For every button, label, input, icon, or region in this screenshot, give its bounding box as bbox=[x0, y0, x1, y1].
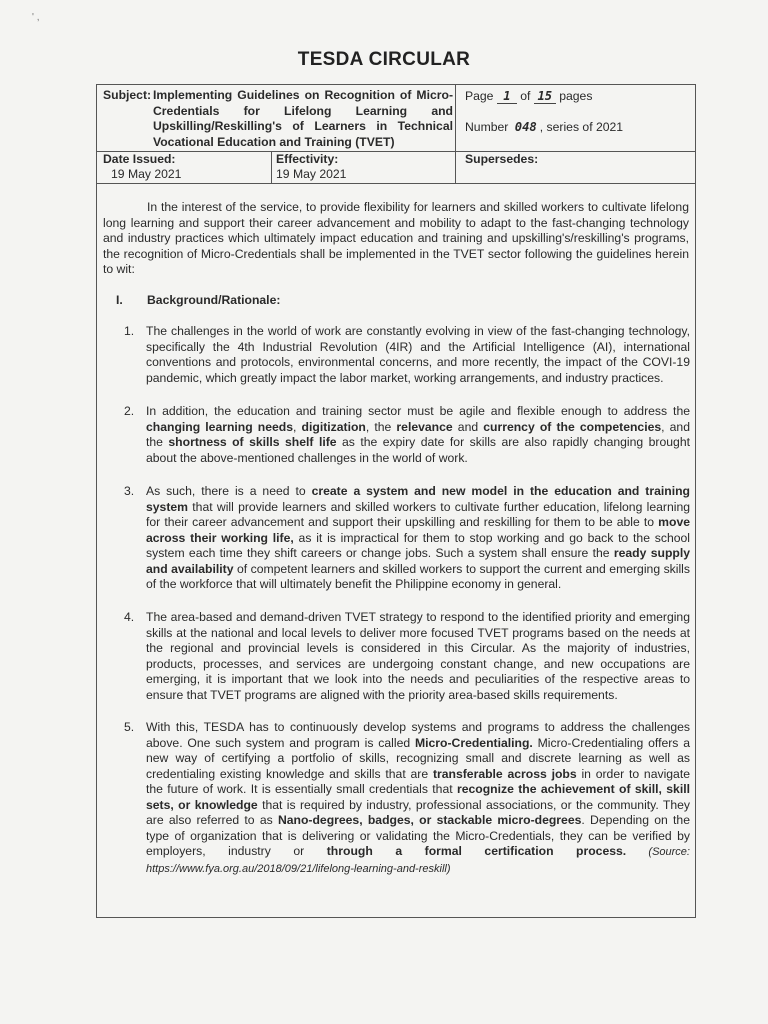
list-item bbox=[124, 404, 690, 466]
circular-number bbox=[465, 120, 623, 134]
section-number: I. bbox=[116, 293, 123, 307]
number-value: 048 bbox=[514, 120, 537, 134]
supersedes-label: Supersedes: bbox=[465, 152, 539, 166]
item-text: In addition, the education and training sector must be agile and flexible enough to address the changing learning needs, digitization, the relevance and currency of the competencies, and the shortness of skills shelf life as the expiry date for skills are also rapidly changing brought about the above-mentioned challenges in the world of work. bbox=[146, 404, 690, 465]
item-number: 2. bbox=[124, 404, 135, 418]
page-total: 15 bbox=[534, 89, 556, 104]
list-item bbox=[124, 484, 690, 593]
item-number: 3. bbox=[124, 484, 135, 498]
number-label: Number bbox=[465, 120, 509, 134]
number-suffix: , series of 2021 bbox=[539, 120, 624, 134]
page-info bbox=[465, 89, 592, 104]
section-heading bbox=[116, 293, 280, 307]
header-divider bbox=[455, 84, 456, 184]
header-row-divider bbox=[96, 151, 696, 152]
subject-text: Implementing Guidelines on Recognition of Micro-Credentials for Lifelong Learning and Upskilling/Reskilling's of Learners in Technical Vocational Education and Training (TVET) bbox=[153, 88, 453, 149]
list-item bbox=[124, 610, 690, 703]
page-number: 1 bbox=[497, 89, 517, 104]
list-item bbox=[124, 324, 690, 386]
date-issued-value: 19 May 2021 bbox=[111, 167, 182, 181]
corner-mark: ' , bbox=[32, 12, 40, 23]
item-number: 5. bbox=[124, 720, 135, 734]
date-issued-label: Date Issued: bbox=[103, 152, 176, 166]
page-suffix: pages bbox=[559, 89, 593, 103]
intro-text: In the interest of the service, to provide flexibility for learners and skilled workers to cultivate lifelong long learning and support their career advancement and mobility to adapt to the fast-changing technology and industry practices which ultimately impact education and training and upskilling's/reskilling's programs, the recognition of Micro-Credentials shall be implemented in the TVET sector following the guidelines herein to wit: bbox=[103, 200, 689, 276]
item-number: 4. bbox=[124, 610, 135, 624]
page-label: Page bbox=[465, 89, 494, 103]
subject-cell bbox=[103, 88, 453, 150]
subject-label: Subject: bbox=[103, 88, 152, 102]
effectivity-label: Effectivity: bbox=[276, 152, 339, 166]
date-divider bbox=[271, 151, 272, 184]
page-of: of bbox=[520, 89, 531, 103]
item-text: The area-based and demand-driven TVET strategy to respond to the identified priority and emerging skills at the national and local levels to deliver more focused TVET programs based on the needs at the regional and provincial levels is considered in this Circular. As the majority of industries, products, processes, and services are undergoing constant change, and new occupations are emerging, it is important that we look into the needs and peculiarities of the respective areas to ensure that TVET programs are aligned with the priority area-based skills requirements. bbox=[146, 610, 690, 702]
item-number: 1. bbox=[124, 324, 135, 338]
item-text: The challenges in the world of work are constantly evolving in view of the fast-changing technology, specifically the 4th Industrial Revolution (4IR) and the Artificial Intelligence (AI), international conventions and protocols, environmental concerns, and more recently, the impact of the COVI-19 pandemic, which greatly impact the labor market, working arrangements, and industry practices. bbox=[146, 324, 690, 385]
intro-paragraph bbox=[103, 200, 689, 278]
item-text: As such, there is a need to create a system and new model in the education and training system that will provide learners and skilled workers to cultivate further education, lifelong learning for their career advancement and support their upskilling and reskilling for them to be able to move across their working life, as it is impractical for them to stop working and go back to the school system each time they shift careers or change jobs. Such a system shall ensure the ready supply and availability of competent learners and skilled workers to support the current and emerging skills of the workforce that will ultimately benefit the Philippine economy in general. bbox=[146, 484, 690, 591]
item-text: With this, TESDA has to continuously develop systems and programs to address the challenges above. One such system and program is called Micro-Credentialing. Micro-Credentialing offers a new way of certifying a portfolio of skills, recognizing small and discrete learning as well as credentialing existing knowledge and skills that are transferable across jobs in order to navigate the future of work. It is essentially small credentials that recognize the achievement of skill, skill sets, or knowledge that is required by industry, professional associations, or the community. They are also referred to as Nano-degrees, badges, or stackable micro-degrees. Depending on the type of organization that is delivering or validating the Micro-Credentials, they can be verified by employers, industry or through a formal certification process. (Source: https://www.fya.org.au/2018/09/21/lifelong-learning-and-reskill) bbox=[146, 720, 691, 875]
document-title: TESDA CIRCULAR bbox=[297, 49, 471, 70]
section-title: Background/Rationale: bbox=[147, 293, 281, 307]
effectivity-value: 19 May 2021 bbox=[276, 167, 347, 181]
list-item bbox=[124, 720, 690, 877]
